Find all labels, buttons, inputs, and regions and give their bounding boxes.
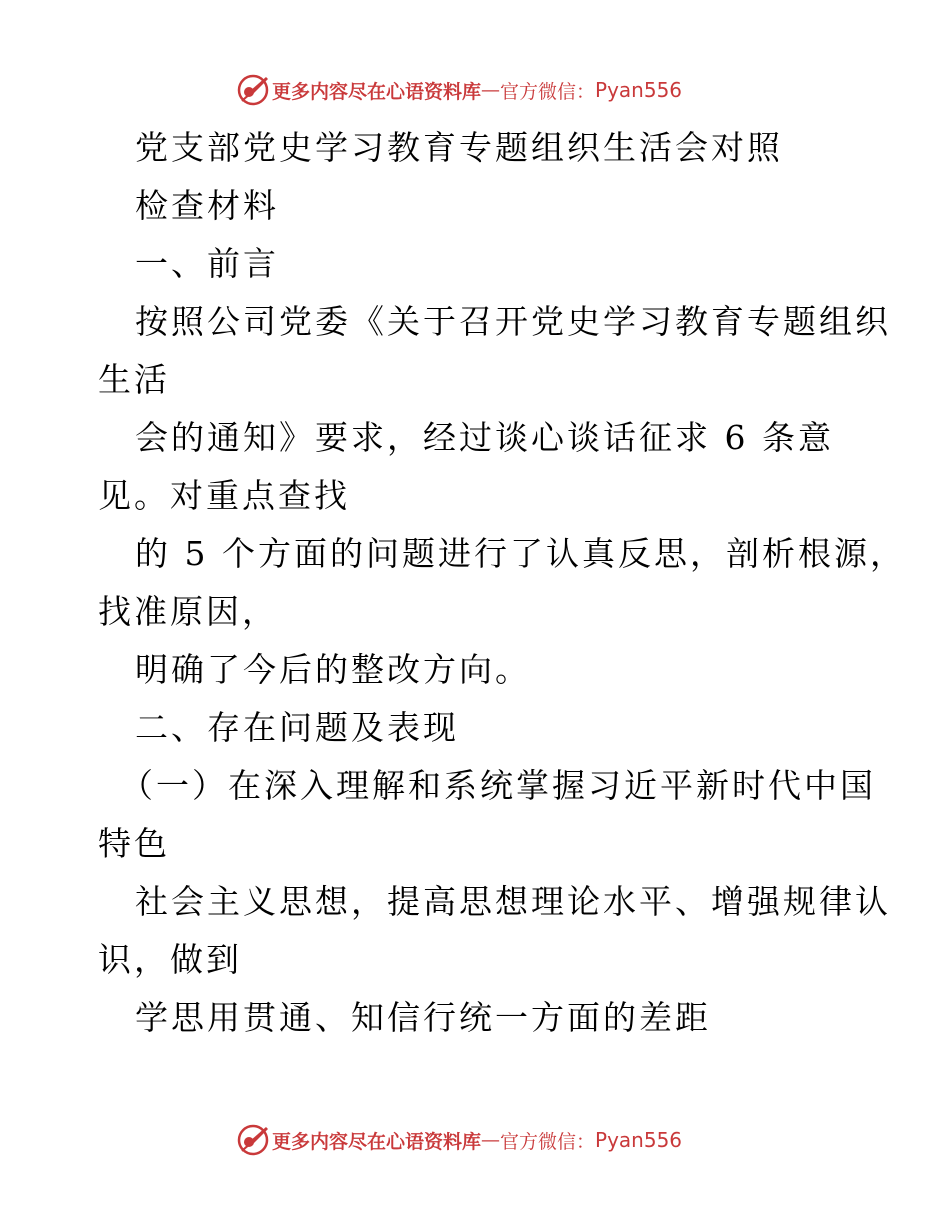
- subsection-heading: （一）在深入理解和系统掌握习近平新时代中国: [120, 766, 876, 805]
- paragraph-line: 见。对重点查找: [98, 476, 350, 515]
- watermark-text: 更多内容尽在心语资料库: [272, 80, 482, 103]
- section-heading-preface: 一、前言: [135, 244, 279, 283]
- watermark-wechat-id: Pyan556: [595, 78, 683, 102]
- doc-title-line-2: 检查材料: [135, 186, 279, 225]
- pen-logo-icon: [236, 1123, 270, 1157]
- paragraph-line: 找准原因，: [98, 592, 278, 631]
- paragraph-line: 按照公司党委《关于召开党史学习教育专题组织: [135, 302, 891, 341]
- paragraph-line: 的 5 个方面的问题进行了认真反思，剖析根源，: [135, 534, 906, 573]
- paragraph-line: 社会主义思想，提高思想理论水平、增强规律认: [135, 882, 891, 921]
- paragraph-line: 会的通知》要求，经过谈心谈话征求 6 条意: [135, 418, 834, 457]
- section-heading-problems: 二、存在问题及表现: [135, 708, 459, 747]
- watermark-wechat-label: 官方微信：: [500, 1130, 596, 1153]
- paragraph-line: 生活: [98, 360, 170, 399]
- doc-title-line-1: 党支部党史学习教育专题组织生活会对照: [135, 128, 783, 167]
- watermark-separator: —: [481, 79, 501, 101]
- paragraph-line: 明确了今后的整改方向。: [135, 650, 531, 689]
- watermark-separator: —: [481, 1129, 501, 1151]
- watermark-wechat-label: 官方微信：: [500, 80, 596, 103]
- paragraph-line: 特色: [98, 824, 170, 863]
- watermark-text: 更多内容尽在心语资料库: [272, 1130, 482, 1153]
- paragraph-line: 学思用贯通、知信行统一方面的差距: [135, 998, 711, 1037]
- watermark-wechat-id: Pyan556: [595, 1128, 683, 1152]
- paragraph-line: 识，做到: [98, 940, 242, 979]
- footer-watermark: [236, 1122, 682, 1158]
